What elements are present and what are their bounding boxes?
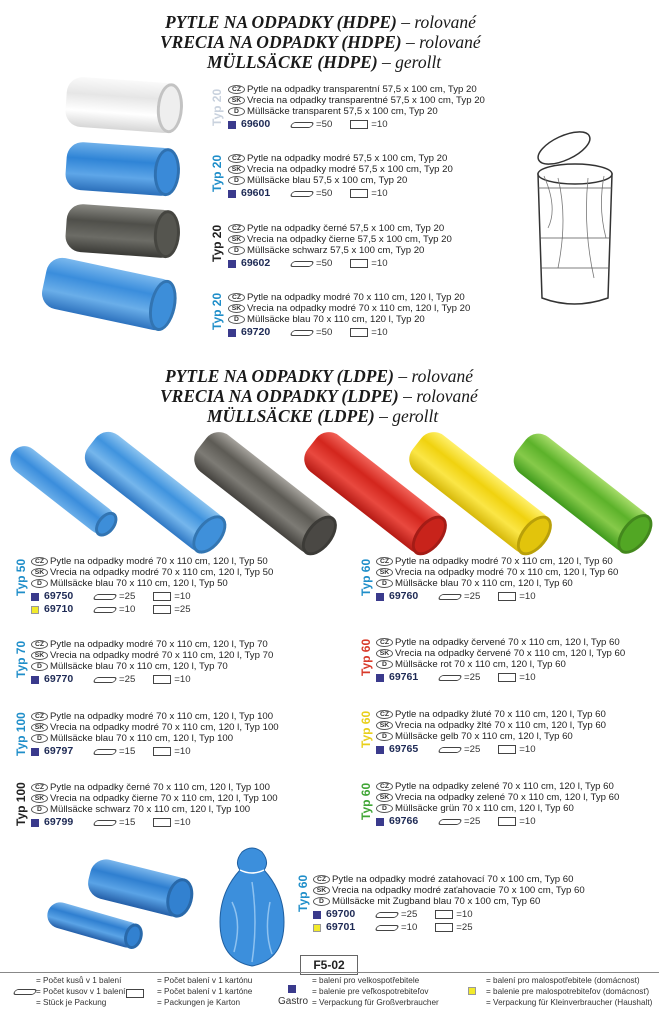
roll-icon	[92, 607, 117, 613]
roll-icon	[437, 747, 462, 753]
typ-label: Typ 60	[359, 710, 373, 748]
typ-label: Typ 60	[359, 638, 373, 676]
roll-icon	[92, 677, 117, 683]
legend-gastro: Gastro	[278, 996, 309, 1007]
roll-icon	[374, 925, 399, 931]
product-code: 69760	[389, 589, 419, 602]
typ-label: Typ 60	[359, 782, 373, 820]
ldpe-title-line3: MÜLLSÄCKE (LDPE) – gerollt	[207, 406, 439, 426]
large-pack-icon	[31, 748, 39, 756]
product-code: 69701	[326, 920, 356, 933]
box-icon	[350, 189, 368, 198]
box-icon	[435, 923, 453, 932]
large-pack-icon	[376, 674, 384, 682]
large-pack-icon	[376, 593, 384, 601]
roll-blue-large-image	[39, 255, 179, 333]
ldpe-title-line1: PYTLE NA ODPADKY (LDPE) – rolované	[165, 366, 473, 386]
hdpe-title-line2: VRECIA NA ODPADKY (HDPE) – rolované	[160, 32, 481, 52]
product-code: 69750	[44, 589, 74, 602]
roll-icon	[289, 330, 314, 336]
legend	[0, 972, 659, 1007]
product-block: CZ Pytle na odpadky modré 57,5 x 100 cm, Typ 20 SK Vrecia na odpadky modré 57,5 x 100 cm, Typ 20 D Müllsäcke blau 57,5 x 100 cm, Typ 20 69601 = 50 = 10	[228, 153, 453, 200]
typ-label: Typ 20	[210, 88, 224, 126]
product-block: CZ Pytle na odpadky červené 70 x 110 cm, 120 l, Typ 60 SK Vrecia na odpadky červené 70 x 110 cm, 120 l, Typ 60 D Müllsäcke rot 70 x 110 cm, 120 l, Typ 60 69761 = 25 = 10	[376, 637, 625, 684]
roll-icon	[12, 989, 37, 995]
product-code: 69761	[389, 670, 419, 683]
legend-roll-2: = Počet kusov v 1 balení	[36, 987, 126, 996]
legend-small-2: = balenie pre malospotrebiteľov (domácnosť)	[486, 987, 650, 996]
typ-label: Typ 70	[14, 640, 28, 678]
legend-small-1: = balení pro malospotřebitele (domácnost)	[486, 976, 640, 985]
small-pack-icon	[313, 924, 321, 932]
product-code: 69765	[389, 742, 419, 755]
box-icon	[350, 328, 368, 337]
legend-big-1: = balení pro velkospotřebitele	[312, 976, 420, 985]
large-pack-icon	[31, 819, 39, 827]
box-icon	[498, 592, 516, 601]
legend-roll-3: = Stück je Packung	[36, 998, 107, 1007]
typ-label: Typ 60	[359, 558, 373, 596]
legend-roll-1: = Počet kusů v 1 balení	[36, 976, 122, 985]
product-code: 69600	[241, 117, 271, 130]
large-pack-icon	[228, 329, 236, 337]
typ-label: Typ 100	[14, 712, 28, 756]
large-pack-icon	[288, 985, 296, 993]
product-code: 69770	[44, 672, 74, 685]
box-icon	[153, 592, 171, 601]
large-pack-icon	[228, 260, 236, 268]
roll-black-image	[64, 203, 179, 259]
product-code: 69601	[241, 186, 271, 199]
small-pack-icon	[468, 987, 476, 995]
box-icon	[153, 818, 171, 827]
roll-icon	[289, 191, 314, 197]
product-code: 69602	[241, 256, 271, 269]
box-icon	[498, 817, 516, 826]
roll-blue-drawstring-small-image	[44, 899, 143, 950]
roll-icon	[437, 819, 462, 825]
typ-label: Typ 50	[14, 558, 28, 596]
legend-box-1: = Počet balení v 1 kartónu	[157, 976, 253, 985]
product-block: CZ Pytle na odpadky modré zatahovací 70 x 100 cm, Typ 60 SK Vrecia na odpadky modré zaťahovacie 70 x 100 cm, Typ 60 D Müllsäcke mit Zugband blau 70 x 100 cm, Typ 60 69700 = 25 = 10 69701 = 10 = 25	[313, 874, 585, 934]
roll-blue-image	[64, 141, 179, 197]
trash-bin-illustration	[528, 118, 624, 310]
blue-bag-image	[212, 842, 292, 970]
box-icon	[498, 673, 516, 682]
product-code: 69799	[44, 815, 74, 828]
roll-icon	[289, 122, 314, 128]
hdpe-title-line1: PYTLE NA ODPADKY (HDPE) – rolované	[165, 12, 476, 32]
typ-label: Typ 20	[210, 292, 224, 330]
box-icon	[153, 675, 171, 684]
product-code: 69720	[241, 325, 271, 338]
typ-label: Typ 20	[210, 224, 224, 262]
product-code: 69700	[326, 907, 356, 920]
product-block: CZ Pytle na odpadky modré 70 x 110 cm, 120 l, Typ 50 SK Vrecia na odpadky modré 70 x 110 cm, 120 l, Typ 50 D Müllsäcke blau 70 x 110 cm, 120 l, Typ 50 69750 = 25 = 10 69710 = 10 = 25	[31, 556, 273, 616]
box-icon	[435, 910, 453, 919]
legend-box-3: = Packungen je Karton	[157, 998, 241, 1007]
box-icon	[498, 745, 516, 754]
box-icon	[350, 120, 368, 129]
roll-icon	[92, 594, 117, 600]
roll-blue-drawstring-image	[85, 856, 196, 920]
typ-label: Typ 20	[210, 154, 224, 192]
product-block: CZ Pytle na odpadky černé 57,5 x 100 cm, Typ 20 SK Vrecia na odpadky čierne 57,5 x 100 cm, Typ 20 D Müllsäcke schwarz 57,5 x 100 cm, Typ 20 69602 = 50 = 10	[228, 223, 452, 270]
roll-icon	[437, 594, 462, 600]
large-pack-icon	[313, 911, 321, 919]
roll-icon	[92, 749, 117, 755]
legend-big-2: = balenie pre veľkospotrebiteľov	[312, 987, 429, 996]
product-block: CZ Pytle na odpadky černé 70 x 110 cm, 120 l, Typ 100 SK Vrecia na odpadky čierne 70 x 110 cm, 120 l, Typ 100 D Müllsäcke schwarz 70 x 110 cm, 120 l, Typ 100 69799 = 15 = 10	[31, 782, 278, 829]
large-pack-icon	[31, 676, 39, 684]
legend-big-3: = Verpackung für Großverbraucher	[312, 998, 439, 1007]
box-icon	[350, 259, 368, 268]
product-block: CZ Pytle na odpadky modré 70 x 110 cm, 120 l, Typ 100 SK Vrecia na odpadky modré 70 x 110 cm, 120 l, Typ 100 D Müllsäcke blau 70 x 110 cm, 120 l, Typ 100 69797 = 15 = 10	[31, 711, 279, 758]
product-block: CZ Pytle na odpadky transparentní 57,5 x 100 cm, Typ 20 SK Vrecia na odpadky transparentné 57,5 x 100 cm, Typ 20 D Müllsäcke transparent 57,5 x 100 cm, Typ 20 69600 = 50 = 10	[228, 84, 485, 131]
box-icon	[153, 747, 171, 756]
small-pack-icon	[31, 606, 39, 614]
roll-icon	[374, 912, 399, 918]
large-pack-icon	[228, 190, 236, 198]
typ-label: Typ 60	[296, 874, 310, 912]
product-block: CZ Pytle na odpadky modré 70 x 110 cm, 120 l, Typ 60 SK Vrecia na odpadky modré 70 x 110 cm, 120 l, Typ 60 D Müllsäcke blau 70 x 110 cm, 120 l, Typ 60 69760 = 25 = 10	[376, 556, 618, 603]
hdpe-title-line3: MÜLLSÄCKE (HDPE) – gerollt	[207, 52, 442, 72]
typ-label: Typ 100	[14, 782, 28, 826]
box-icon	[153, 605, 171, 614]
large-pack-icon	[376, 818, 384, 826]
product-code: 69797	[44, 744, 74, 757]
product-block: CZ Pytle na odpadky modré 70 x 110 cm, 120 l, Typ 20 SK Vrecia na odpadky modré 70 x 110 cm, 120 l, Typ 20 D Müllsäcke blau 70 x 110 cm, 120 l, Typ 20 69720 = 50 = 10	[228, 292, 470, 339]
legend-small-3: = Verpackung für Kleinverbraucher (Haushalt)	[486, 998, 653, 1007]
product-code: 69710	[44, 602, 74, 615]
roll-transparent-image	[64, 76, 182, 134]
page-number: F5-02	[300, 955, 358, 975]
product-block: CZ Pytle na odpadky zelené 70 x 110 cm, 120 l, Typ 60 SK Vrecia na odpadky zelené 70 x 110 cm, 120 l, Typ 60 D Müllsäcke grün 70 x 110 cm, 120 l, Typ 60 69766 = 25 = 10	[376, 781, 619, 828]
large-pack-icon	[31, 593, 39, 601]
large-pack-icon	[376, 746, 384, 754]
roll-icon	[289, 261, 314, 267]
product-block: CZ Pytle na odpadky modré 70 x 110 cm, 120 l, Typ 70 SK Vrecia na odpadky modré 70 x 110 cm, 120 l, Typ 70 D Müllsäcke blau 70 x 110 cm, 120 l, Typ 70 69770 = 25 = 10	[31, 639, 273, 686]
legend-box-2: = Počet balení v 1 kartóne	[157, 987, 253, 996]
product-code: 69766	[389, 814, 419, 827]
roll-icon	[437, 675, 462, 681]
large-pack-icon	[228, 121, 236, 129]
box-icon	[126, 989, 144, 998]
ldpe-title-line2: VRECIA NA ODPADKY (LDPE) – rolované	[160, 386, 478, 406]
product-block: CZ Pytle na odpadky žluté 70 x 110 cm, 120 l, Typ 60 SK Vrecia na odpadky žlté 70 x 110 cm, 120 l, Typ 60 D Müllsäcke gelb 70 x 110 cm, 120 l, Typ 60 69765 = 25 = 10	[376, 709, 606, 756]
roll-icon	[92, 820, 117, 826]
